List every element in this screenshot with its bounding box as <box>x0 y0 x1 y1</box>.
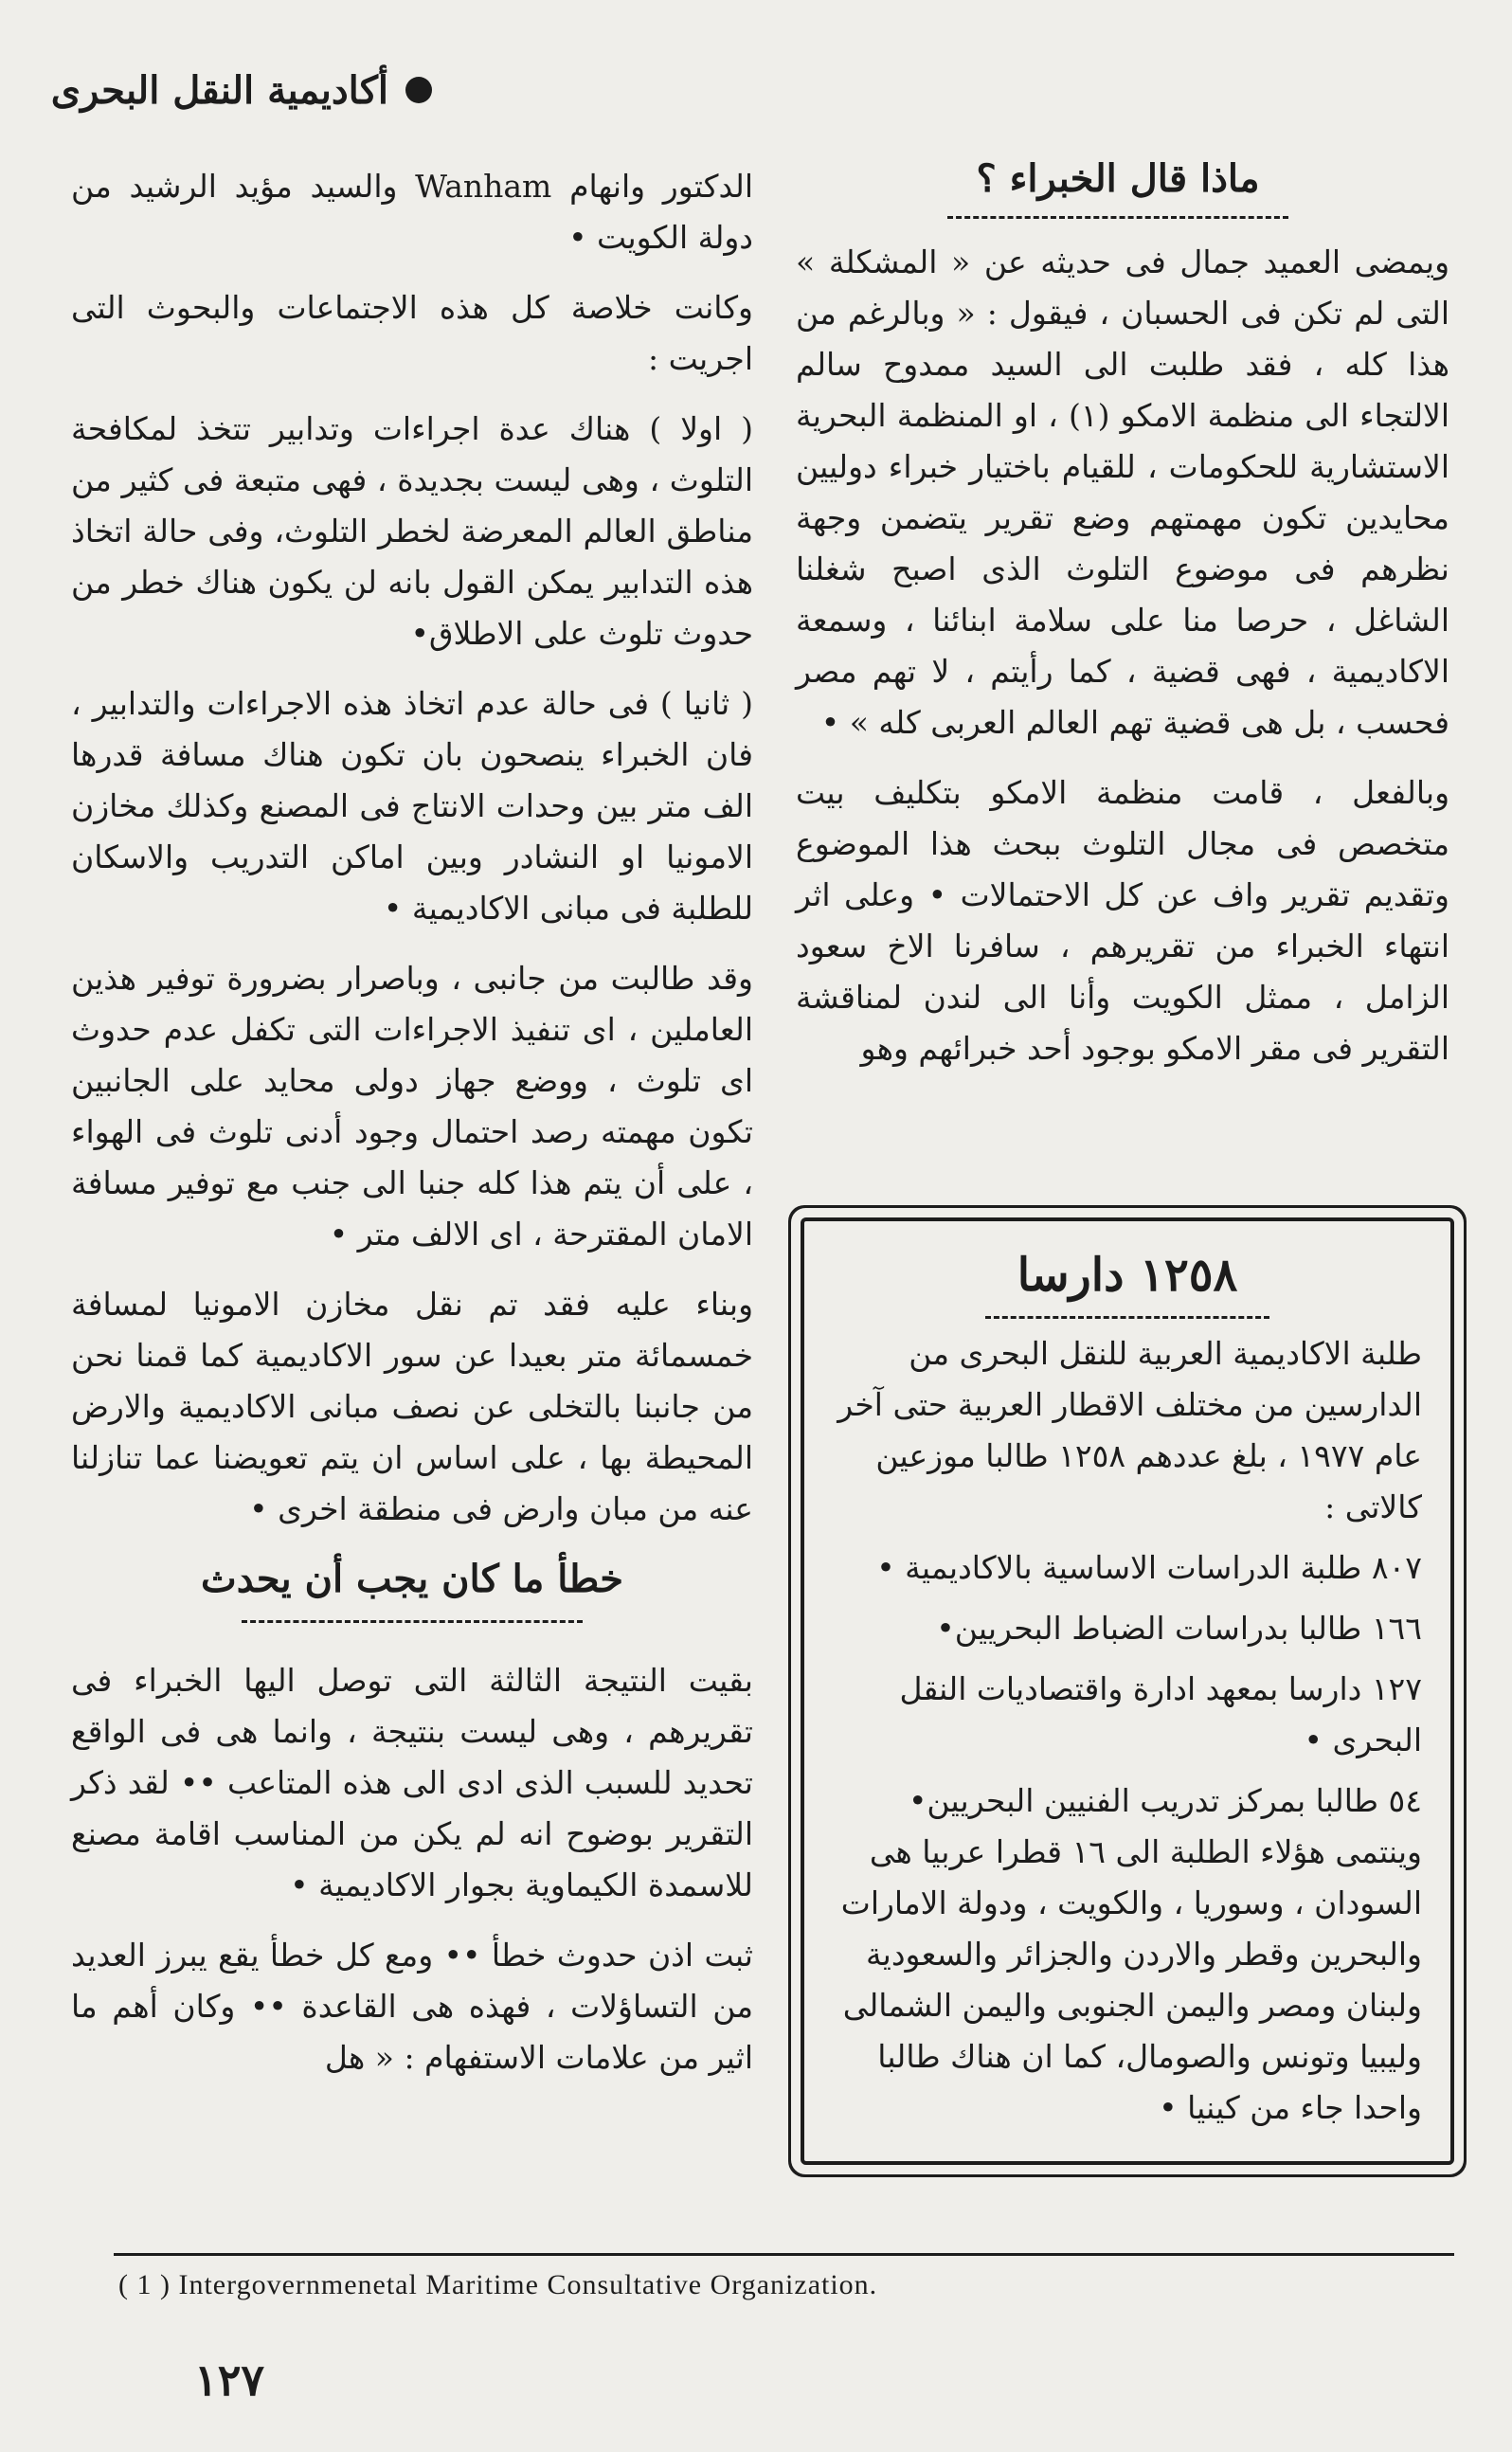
paragraph: وقد طالبت من جانبى ، وباصرار بضرورة توفير هذين العاملين ، اى تنفيذ الاجراءات التى تكفل عدم حدوث اى تلوث ، ووضع جهاز دولى محايد على الجانبين تكون مهمته رصد احتمال وجود أدنى تلوث فى الهواء ، على أن يتم هذا كله جنبا الى جنب مع توفير مسافة الامان المقترحة ، اى الالف متر • <box>71 960 753 1253</box>
footnote-divider <box>114 2253 1454 2256</box>
page-header <box>34 57 432 123</box>
page-number: ١٢٧ <box>194 2354 265 2406</box>
paragraph: بقيت النتيجة الثالثة التى توصل اليها الخبراء فى تقريرهم ، وهى ليست بنتيجة ، وانما هى فى الواقع تحديد للسبب الذى ادى الى هذه المتاعب •• لقد ذكر التقرير بوضوح انه لم يكن من المناسب اقامة مصنع للاسمدة الكيماوية بجوار الاكاديمية • <box>71 1662 753 1903</box>
box-paragraph: ١٢٧ دارسا بمعهد ادارة واقتصاديات النقل البحرى • <box>899 1670 1422 1758</box>
left-section-title: خطأ ما كان يجب أن يحدث <box>71 1554 753 1623</box>
paragraph: وكانت خلاصة كل هذه الاجتماعات والبحوث التى اجريت : <box>71 289 753 377</box>
paragraph: ( اولا ) هناك عدة اجراءات وتدابير تتخذ لمكافحة التلوث ، وهى ليست بجديدة ، فهى متبعة فى كثير من مناطق العالم المعرضة لخطر التلوث، وفى حالة اتخاذ هذه التدابير يمكن القول بانه لن يكون هناك خطر من حدوث تلوث على الاطلاق• <box>71 410 753 652</box>
box-paragraph: ١٦٦ طالبا بدراسات الضباط البحريين• <box>936 1610 1422 1647</box>
wavy-underline <box>947 207 1288 219</box>
students-box <box>801 1217 1454 2165</box>
wavy-underline <box>985 1307 1269 1319</box>
box-paragraph: طلبة الاكاديمية العربية للنقل البحرى من الدارسين من مختلف الاقطار العربية حتى آخر عام ١٩٧٧ ، بلغ عددهم ١٢٥٨ طالبا موزعين كالاتى : <box>837 1335 1422 1525</box>
box-title: ١٢٥٨ دارسا <box>833 1250 1422 1319</box>
paragraph: وبالفعل ، قامت منظمة الامكو بتكليف بيت متخصص فى مجال التلوث ببحث هذا الموضوع وتقديم تقرير واف عن كل الاحتمالات • وعلى اثر انتهاء الخبراء من تقريرهم ، سافرنا الاخ سعود الزامل ، ممثل الكويت وأنا الى لندن لمناقشة التقرير فى مقر الامكو بوجود أحد خبرائهم وهو <box>796 774 1449 1067</box>
box-paragraph: ٨٠٧ طلبة الدراسات الاساسية بالاكاديمية • <box>876 1549 1422 1586</box>
right-section-title: ماذا قال الخبراء ؟ <box>919 156 1317 219</box>
box-paragraph: ٥٤ طالبا بمركز تدريب الفنيين البحريين• وينتمى هؤلاء الطلبة الى ١٦ قطرا عربيا هى السودان ، وسوريا ، والكويت ، ودولة الامارات والبحرين وقطر والاردن والجزائر والسعودية ولبنان ومصر واليمن الجنوبى واليمن الشمالى وليبيا وتونس والصومال، كما ان هناك طالبا واحدا جاء من كينيا • <box>840 1782 1422 2126</box>
paragraph: ( ثانيا ) فى حالة عدم اتخاذ هذه الاجراءات والتدابير ، فان الخبراء ينصحون بان تكون هناك مسافة قدرها الف متر بين وحدات الانتاج فى المصنع وكذلك مخازن الامونيا او النشادر وبين اماكن التدريب والاسكان للطلبة فى مبانى الاكاديمية • <box>71 685 753 927</box>
paragraph: الدكتور وانهام Wanham والسيد مؤيد الرشيد من دولة الكويت • <box>71 168 753 256</box>
wavy-underline <box>242 1611 583 1623</box>
left-column <box>71 161 753 2102</box>
right-column <box>796 237 1449 1093</box>
paragraph: ويمضى العميد جمال فى حديثه عن « المشكلة » التى لم تكن فى الحسبان ، فيقول : « وبالرغم من هذا كله ، فقد طلبت الى السيد ممدوح سالم الالتجاء الى منظمة الامكو (١) ، او المنظمة البحرية الاستشارية للحكومات ، للقيام باختيار خبراء دوليين محايدين تكون مهمتهم وضع تقرير يتضمن وجهة نظرهم فى موضوع التلوث الذى اصبح شغلنا الشاغل ، حرصا منا على سلامة ابنائنا ، وسمعة الاكاديمية ، فهى قضية ، كما رأيتم ، لا تهم مصر فحسب ، بل هى قضية تهم العالم العربى كله » • <box>796 243 1449 741</box>
bullet-icon <box>405 77 432 103</box>
paragraph: ثبت اذن حدوث خطأ •• ومع كل خطأ يقع يبرز العديد من التساؤلات ، فهذه هى القاعدة •• وكان أهم ما اثير من علامات الاستفهام : « هل <box>71 1937 753 2076</box>
footnote: ( 1 ) Intergovernmenetal Maritime Consultative Organization. <box>118 2269 878 2300</box>
paragraph: وبناء عليه فقد تم نقل مخازن الامونيا لمسافة خمسمائة متر بعيدا عن سور الاكاديمية كما قمنا نحن من جانبنا بالتخلى عن نصف مبانى الاكاديمية والارض المحيطة بها ، على اساس ان يتم تعويضنا عما تنازلنا عنه من مبان وارض فى منطقة اخرى • <box>71 1286 753 1527</box>
header-title: أكاديمية النقل البحرى <box>50 67 388 113</box>
